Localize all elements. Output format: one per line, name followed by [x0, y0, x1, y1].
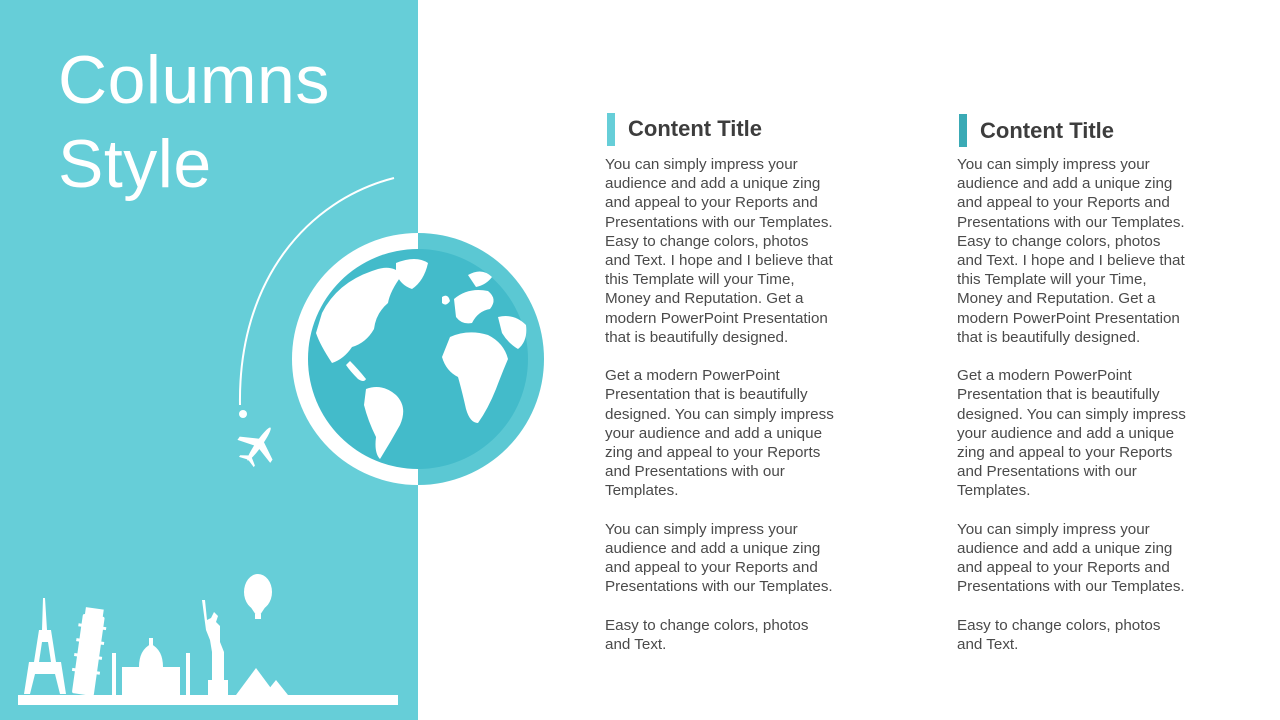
- column-2-paragraph-1: You can simply impress your audience and add a unique zing and appeal to your Reports and Presentations with our Templates. Easy to change colors, photos and Text. I hope and I believe that this Template will your Time, Money and Reputation. Get a modern PowerPoint Presentation that is beautifully designed.: [957, 156, 1185, 346]
- column-1-body: [605, 155, 855, 654]
- column-2-paragraph-4: Easy to change colors, photos and Text.: [957, 616, 1161, 654]
- world-landmarks-skyline-icon: [14, 570, 404, 710]
- column-1-paragraph-3: You can simply impress your audience and add a unique zing and appeal to your Reports and Presentations with our Templates.: [605, 520, 833, 596]
- content-column-2: [957, 110, 1207, 673]
- column-1-paragraph-4: Easy to change colors, photos and Text.: [605, 616, 809, 654]
- globe-icon: [292, 233, 544, 485]
- slide-title-line-1: Columns: [58, 42, 330, 118]
- airplane-icon: [236, 420, 282, 468]
- content-column-1: [605, 110, 855, 673]
- slide-title-line-2: Style: [58, 126, 212, 202]
- column-1-title: Content Title: [628, 116, 763, 141]
- column-1-header: [605, 110, 855, 150]
- column-2-header: [957, 110, 1207, 150]
- column-2-paragraph-2: Get a modern PowerPoint Presentation that is beautifully designed. You can simply impress your audience and add a unique zing and appeal to your Reports and Presentations with our Templates.: [957, 367, 1186, 500]
- column-2-accent-bar: [959, 114, 967, 147]
- column-1-paragraph-1: You can simply impress your audience and add a unique zing and appeal to your Reports and Presentations with our Templates. Easy to change colors, photos and Text. I hope and I believe that this Template will your Time, Money and Reputation. Get a modern PowerPoint Presentation that is beautifully designed.: [605, 156, 833, 346]
- column-1-accent-bar: [607, 113, 615, 146]
- column-2-paragraph-3: You can simply impress your audience and add a unique zing and appeal to your Reports and Presentations with our Templates.: [957, 520, 1185, 596]
- column-1-paragraph-2: Get a modern PowerPoint Presentation that is beautifully designed. You can simply impress your audience and add a unique zing and appeal to your Reports and Presentations with our Templates.: [605, 367, 834, 500]
- column-2-title: Content Title: [980, 118, 1115, 143]
- column-2-body: [957, 155, 1207, 654]
